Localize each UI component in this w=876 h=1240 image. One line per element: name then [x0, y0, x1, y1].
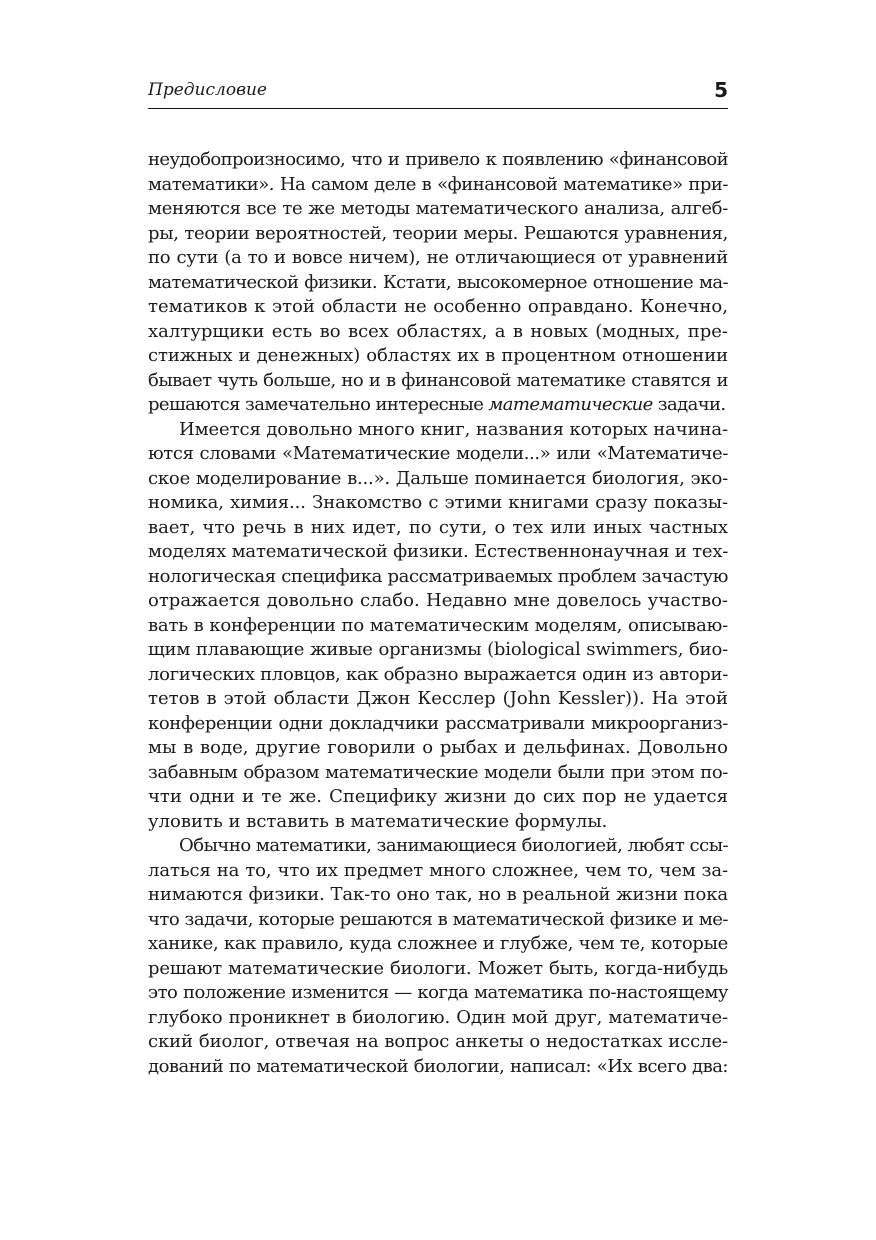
- text-line: Обычно математики, занимающиеся биологией, любят ссы-: [179, 835, 729, 856]
- text-segment: решаются замечательно интересные: [148, 394, 489, 415]
- text-line: вать в конференции по математическим моделям, описываю-: [148, 614, 728, 636]
- text-line: ский биолог, отвечая на вопрос анкеты о недостатках иссле-: [148, 1031, 728, 1052]
- text-segment: задачи.: [652, 394, 726, 415]
- text-line: бывает чуть больше, но и в финансовой математике ставятся и: [148, 369, 728, 391]
- text-line: по сути (а то и вовсе ничем), не отличающиеся от уравнений: [148, 247, 728, 268]
- text-line: ханике, как правило, куда сложнее и глубже, чем те, которые: [148, 933, 728, 954]
- text-line: вает, что речь в них идет, по сути, о тех или иных частных: [148, 516, 728, 538]
- text-line: Имеется довольно много книг, названия которых начина-: [179, 418, 728, 440]
- body-text: [148, 148, 728, 1079]
- text-line: тематиков к этой области не особенно оправдано. Конечно,: [148, 296, 728, 317]
- text-line: логических пловцов, как образно выражается один из автори-: [148, 663, 728, 685]
- text-line: глубоко проникнет в биологию. Один мой друг, математиче-: [148, 1006, 728, 1028]
- paragraph-2: [148, 418, 728, 835]
- text-line: неудобопроизносимо, что и привело к появлению «финансовой: [148, 149, 728, 170]
- text-line: отражается довольно слабо. Недавно мне довелось участво-: [148, 590, 728, 611]
- emphasized-word: математические: [488, 394, 653, 415]
- text-line: это положение изменится — когда математика по-настоящему: [148, 982, 728, 1003]
- text-line: математической физики. Кстати, высокомерное отношение ма-: [148, 271, 728, 293]
- text-line: забавным образом математические модели были при этом по-: [148, 761, 728, 783]
- text-line: ское моделирование в...». Дальше поминается биология, эко-: [148, 467, 728, 489]
- text-line: мы в воде, другие говорили о рыбах и дельфинах. Довольно: [148, 737, 728, 758]
- text-line: щим плавающие живые организмы (biological swimmers, био-: [148, 639, 728, 660]
- text-line: что задачи, которые решаются в математической физике и ме-: [148, 908, 728, 930]
- running-header: [148, 78, 728, 109]
- text-line: тетов в этой области Джон Кесслер (John Kessler)). На этой: [148, 688, 728, 709]
- text-line: стижных и денежных) областях их в процентном отношении: [148, 345, 728, 366]
- page-number: 5: [714, 78, 728, 102]
- section-title: Предисловие: [148, 80, 267, 100]
- text-line: конференции одни докладчики рассматривали микроорганиз-: [148, 712, 728, 734]
- text-line: решают математические биологи. Может быть, когда-нибудь: [148, 957, 728, 979]
- text-line: латься на то, что их предмет много сложнее, чем то, чем за-: [148, 859, 728, 881]
- text-line: [148, 393, 728, 418]
- text-line: ются словами «Математические модели...» или «Математиче-: [148, 443, 728, 464]
- text-line: дований по математической биологии, написал: «Их всего два:: [148, 1055, 728, 1077]
- text-line: номика, химия... Знакомство с этими книгами сразу показы-: [148, 492, 728, 513]
- text-line: чти одни и те же. Специфику жизни до сих пор не удается: [148, 786, 728, 807]
- text-line: математики». На самом деле в «финансовой математике» при-: [148, 173, 728, 195]
- text-line: ры, теории вероятностей, теории меры. Решаются уравнения,: [148, 222, 728, 244]
- paragraph-3: [148, 834, 728, 1079]
- text-line: нимаются физики. Так-то оно так, но в реальной жизни пока: [148, 884, 728, 905]
- text-line: меняются все те же методы математического анализа, алгеб-: [148, 198, 728, 219]
- text-line: халтурщики есть во всех областях, а в новых (модных, пре-: [148, 320, 728, 342]
- paragraph-1: [148, 148, 728, 418]
- text-line: моделях математической физики. Естественнонаучная и тех-: [148, 541, 729, 562]
- text-line: уловить и вставить в математические формулы.: [148, 810, 608, 832]
- text-line: нологическая специфика рассматриваемых проблем зачастую: [148, 565, 728, 587]
